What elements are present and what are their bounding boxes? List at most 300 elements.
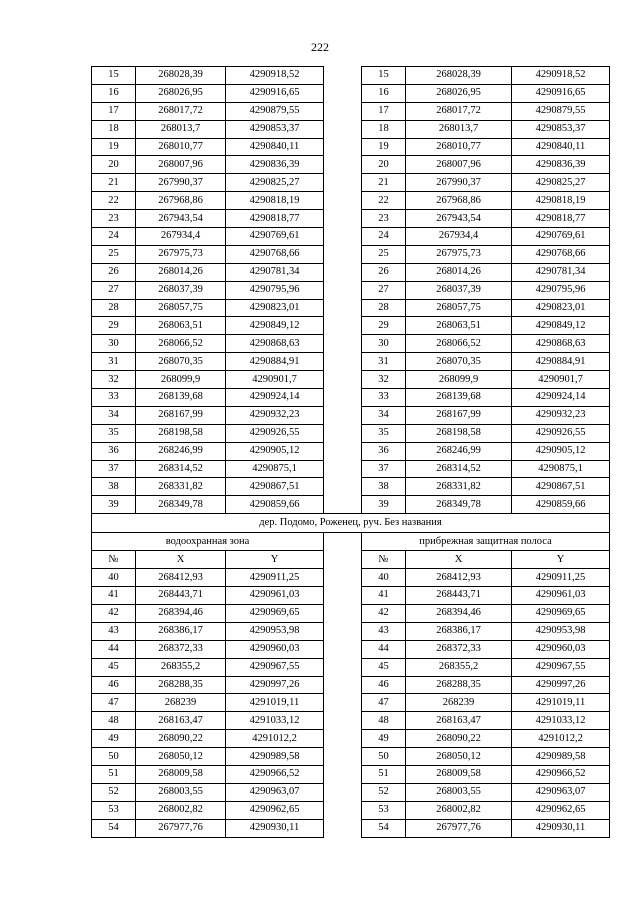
left-x-coordinate: 268198,58 [136,424,226,442]
right-point-number: 51 [362,765,406,783]
table-row [92,640,610,658]
table-row [92,783,610,801]
left-y-coordinate: 4290926,55 [226,424,324,442]
column-gap [324,676,362,694]
left-y-coordinate: 4290911,25 [226,569,324,587]
header-y: Y [226,551,324,569]
right-x-coordinate: 268394,46 [406,604,512,622]
right-x-coordinate: 268198,58 [406,424,512,442]
left-x-coordinate: 268099,9 [136,371,226,389]
left-point-number: 21 [92,174,136,192]
left-x-coordinate: 268010,77 [136,138,226,156]
right-point-number: 28 [362,299,406,317]
left-y-coordinate: 4291019,11 [226,694,324,712]
left-point-number: 35 [92,424,136,442]
right-point-number: 53 [362,801,406,819]
table-row [92,210,610,228]
table-row [92,730,610,748]
left-y-coordinate: 4290969,65 [226,604,324,622]
right-y-coordinate: 4290875,1 [512,460,610,478]
right-y-coordinate: 4290868,63 [512,335,610,353]
table-row [92,281,610,299]
right-point-number: 42 [362,604,406,622]
left-x-coordinate: 267990,37 [136,174,226,192]
column-gap [324,281,362,299]
right-y-coordinate: 4290781,34 [512,263,610,281]
right-y-coordinate: 4291033,12 [512,712,610,730]
column-gap [324,532,362,551]
right-y-coordinate: 4290953,98 [512,622,610,640]
left-point-number: 50 [92,748,136,766]
left-zone-title: водоохранная зона [92,532,324,551]
table-row [92,102,610,120]
right-point-number: 22 [362,192,406,210]
right-x-coordinate: 268412,93 [406,569,512,587]
right-x-coordinate: 268355,2 [406,658,512,676]
left-point-number: 20 [92,156,136,174]
right-y-coordinate: 4290916,65 [512,84,610,102]
left-point-number: 31 [92,353,136,371]
left-y-coordinate: 4290818,77 [226,210,324,228]
left-point-number: 18 [92,120,136,138]
right-y-coordinate: 4290989,58 [512,748,610,766]
column-gap [324,658,362,676]
left-x-coordinate: 267943,54 [136,210,226,228]
column-gap [324,587,362,605]
left-point-number: 23 [92,210,136,228]
header-x: X [136,551,226,569]
column-gap [324,174,362,192]
column-gap [324,84,362,102]
right-y-coordinate: 4290961,03 [512,587,610,605]
right-y-coordinate: 4290997,26 [512,676,610,694]
right-y-coordinate: 4290836,39 [512,156,610,174]
table-row [92,622,610,640]
table-row [92,587,610,605]
table-row [92,676,610,694]
right-x-coordinate: 268009,58 [406,765,512,783]
left-y-coordinate: 4290918,52 [226,67,324,85]
left-x-coordinate: 268163,47 [136,712,226,730]
left-point-number: 54 [92,819,136,837]
left-x-coordinate: 268288,35 [136,676,226,694]
column-gap [324,67,362,85]
left-point-number: 40 [92,569,136,587]
column-gap [324,801,362,819]
table-row [92,84,610,102]
right-point-number: 54 [362,819,406,837]
column-gap [324,765,362,783]
column-gap [324,604,362,622]
table-row [92,335,610,353]
right-y-coordinate: 4290818,77 [512,210,610,228]
header-x: X [406,551,512,569]
left-point-number: 34 [92,406,136,424]
column-gap [324,460,362,478]
right-point-number: 52 [362,783,406,801]
right-x-coordinate: 268070,35 [406,353,512,371]
left-y-coordinate: 4290823,01 [226,299,324,317]
left-y-coordinate: 4290768,66 [226,245,324,263]
table-row [92,604,610,622]
left-x-coordinate: 268239 [136,694,226,712]
left-x-coordinate: 268013,7 [136,120,226,138]
left-x-coordinate: 268314,52 [136,460,226,478]
left-point-number: 43 [92,622,136,640]
table-row [92,174,610,192]
left-point-number: 27 [92,281,136,299]
table-row [92,263,610,281]
right-x-coordinate: 268331,82 [406,478,512,496]
right-y-coordinate: 4290840,11 [512,138,610,156]
left-y-coordinate: 4290825,27 [226,174,324,192]
left-x-coordinate: 268002,82 [136,801,226,819]
right-x-coordinate: 267968,86 [406,192,512,210]
column-gap [324,569,362,587]
table-row [92,67,610,85]
right-point-number: 46 [362,676,406,694]
left-y-coordinate: 4290795,96 [226,281,324,299]
table-row [92,317,610,335]
left-y-coordinate: 4290960,03 [226,640,324,658]
right-y-coordinate: 4290969,65 [512,604,610,622]
table-row [92,748,610,766]
left-y-coordinate: 4290997,26 [226,676,324,694]
coordinates-table [91,66,610,838]
left-y-coordinate: 4290853,37 [226,120,324,138]
right-y-coordinate: 4291019,11 [512,694,610,712]
column-gap [324,442,362,460]
right-point-number: 29 [362,317,406,335]
left-y-coordinate: 4290924,14 [226,389,324,407]
left-point-number: 42 [92,604,136,622]
left-x-coordinate: 268063,51 [136,317,226,335]
header-y: Y [512,551,610,569]
left-x-coordinate: 268028,39 [136,67,226,85]
right-point-number: 18 [362,120,406,138]
right-point-number: 44 [362,640,406,658]
right-point-number: 27 [362,281,406,299]
column-gap [324,424,362,442]
left-point-number: 51 [92,765,136,783]
left-x-coordinate: 268050,12 [136,748,226,766]
right-y-coordinate: 4290901,7 [512,371,610,389]
right-y-coordinate: 4291012,2 [512,730,610,748]
column-gap [324,496,362,514]
left-x-coordinate: 268026,95 [136,84,226,102]
right-y-coordinate: 4290963,07 [512,783,610,801]
left-y-coordinate: 4290963,07 [226,783,324,801]
right-point-number: 20 [362,156,406,174]
table-row [92,801,610,819]
left-y-coordinate: 4290930,11 [226,819,324,837]
table-row [92,424,610,442]
left-point-number: 16 [92,84,136,102]
table-row [92,389,610,407]
right-point-number: 25 [362,245,406,263]
right-zone-title: прибрежная защитная полоса [362,532,610,551]
left-y-coordinate: 4290781,34 [226,263,324,281]
right-x-coordinate: 268057,75 [406,299,512,317]
table-row [92,765,610,783]
right-x-coordinate: 268002,82 [406,801,512,819]
right-point-number: 30 [362,335,406,353]
left-x-coordinate: 268070,35 [136,353,226,371]
table-row [92,156,610,174]
right-y-coordinate: 4290768,66 [512,245,610,263]
left-x-coordinate: 268066,52 [136,335,226,353]
right-y-coordinate: 4290823,01 [512,299,610,317]
left-point-number: 37 [92,460,136,478]
right-y-coordinate: 4290884,91 [512,353,610,371]
left-point-number: 52 [92,783,136,801]
table-row [92,496,610,514]
right-x-coordinate: 268028,39 [406,67,512,85]
left-y-coordinate: 4290966,52 [226,765,324,783]
right-y-coordinate: 4290930,11 [512,819,610,837]
right-point-number: 35 [362,424,406,442]
right-point-number: 39 [362,496,406,514]
right-point-number: 23 [362,210,406,228]
right-x-coordinate: 268010,77 [406,138,512,156]
right-y-coordinate: 4290818,19 [512,192,610,210]
column-gap [324,783,362,801]
column-gap [324,138,362,156]
left-x-coordinate: 268037,39 [136,281,226,299]
right-x-coordinate: 268050,12 [406,748,512,766]
header-num: № [92,551,136,569]
left-x-coordinate: 268007,96 [136,156,226,174]
column-gap [324,120,362,138]
right-y-coordinate: 4290966,52 [512,765,610,783]
left-point-number: 32 [92,371,136,389]
left-x-coordinate: 267977,76 [136,819,226,837]
right-y-coordinate: 4290932,23 [512,406,610,424]
table-row [92,299,610,317]
right-y-coordinate: 4290879,55 [512,102,610,120]
table-row [92,192,610,210]
left-point-number: 19 [92,138,136,156]
right-point-number: 45 [362,658,406,676]
left-y-coordinate: 4290961,03 [226,587,324,605]
table-row [92,658,610,676]
column-gap [324,245,362,263]
table-row [92,353,610,371]
left-y-coordinate: 4290818,19 [226,192,324,210]
right-x-coordinate: 268066,52 [406,335,512,353]
table-row [92,460,610,478]
right-x-coordinate: 268443,71 [406,587,512,605]
left-point-number: 30 [92,335,136,353]
right-x-coordinate: 268014,26 [406,263,512,281]
right-x-coordinate: 268017,72 [406,102,512,120]
table-row [92,138,610,156]
left-x-coordinate: 268167,99 [136,406,226,424]
right-point-number: 15 [362,67,406,85]
right-y-coordinate: 4290924,14 [512,389,610,407]
column-gap [324,730,362,748]
right-y-coordinate: 4290905,12 [512,442,610,460]
column-gap [324,640,362,658]
column-gap [324,156,362,174]
left-y-coordinate: 4290932,23 [226,406,324,424]
right-y-coordinate: 4290911,25 [512,569,610,587]
right-point-number: 19 [362,138,406,156]
left-x-coordinate: 268372,33 [136,640,226,658]
right-y-coordinate: 4290859,66 [512,496,610,514]
right-point-number: 43 [362,622,406,640]
left-y-coordinate: 4290867,51 [226,478,324,496]
left-y-coordinate: 4290879,55 [226,102,324,120]
right-y-coordinate: 4290825,27 [512,174,610,192]
column-gap [324,228,362,246]
left-x-coordinate: 268349,78 [136,496,226,514]
right-y-coordinate: 4290926,55 [512,424,610,442]
left-x-coordinate: 268014,26 [136,263,226,281]
right-point-number: 38 [362,478,406,496]
column-gap [324,371,362,389]
right-point-number: 41 [362,587,406,605]
left-y-coordinate: 4290953,98 [226,622,324,640]
column-gap [324,299,362,317]
left-point-number: 45 [92,658,136,676]
left-point-number: 29 [92,317,136,335]
left-point-number: 24 [92,228,136,246]
left-y-coordinate: 4290967,55 [226,658,324,676]
right-y-coordinate: 4290967,55 [512,658,610,676]
table-row [92,228,610,246]
right-x-coordinate: 268026,95 [406,84,512,102]
right-x-coordinate: 268013,7 [406,120,512,138]
left-x-coordinate: 268139,68 [136,389,226,407]
left-x-coordinate: 268412,93 [136,569,226,587]
column-gap [324,478,362,496]
right-x-coordinate: 268163,47 [406,712,512,730]
left-y-coordinate: 4290868,63 [226,335,324,353]
left-point-number: 36 [92,442,136,460]
left-y-coordinate: 4290905,12 [226,442,324,460]
right-y-coordinate: 4290795,96 [512,281,610,299]
left-point-number: 15 [92,67,136,85]
left-point-number: 38 [92,478,136,496]
right-x-coordinate: 268099,9 [406,371,512,389]
column-gap [324,335,362,353]
right-y-coordinate: 4290962,65 [512,801,610,819]
table-row [92,569,610,587]
column-gap [324,192,362,210]
right-point-number: 16 [362,84,406,102]
column-gap [324,551,362,569]
right-point-number: 33 [362,389,406,407]
left-point-number: 17 [92,102,136,120]
right-x-coordinate: 267934,4 [406,228,512,246]
right-x-coordinate: 268246,99 [406,442,512,460]
right-y-coordinate: 4290769,61 [512,228,610,246]
left-point-number: 46 [92,676,136,694]
column-gap [324,819,362,837]
right-x-coordinate: 268063,51 [406,317,512,335]
column-gap [324,712,362,730]
left-y-coordinate: 4291012,2 [226,730,324,748]
right-x-coordinate: 268139,68 [406,389,512,407]
table-row [92,371,610,389]
table-row [92,819,610,837]
left-x-coordinate: 268003,55 [136,783,226,801]
column-gap [324,263,362,281]
left-x-coordinate: 268090,22 [136,730,226,748]
left-point-number: 26 [92,263,136,281]
right-point-number: 32 [362,371,406,389]
table-row [92,694,610,712]
table-row [92,406,610,424]
right-x-coordinate: 267977,76 [406,819,512,837]
right-y-coordinate: 4290853,37 [512,120,610,138]
column-gap [324,389,362,407]
right-point-number: 49 [362,730,406,748]
left-y-coordinate: 4290901,7 [226,371,324,389]
table-row [92,245,610,263]
left-y-coordinate: 4290769,61 [226,228,324,246]
right-x-coordinate: 268090,22 [406,730,512,748]
right-x-coordinate: 268007,96 [406,156,512,174]
left-y-coordinate: 4290859,66 [226,496,324,514]
right-x-coordinate: 268349,78 [406,496,512,514]
left-point-number: 53 [92,801,136,819]
column-gap [324,748,362,766]
table-row [92,478,610,496]
table-row [92,442,610,460]
column-gap [324,353,362,371]
column-gap [324,102,362,120]
left-y-coordinate: 4290989,58 [226,748,324,766]
right-x-coordinate: 267990,37 [406,174,512,192]
table-row [92,712,610,730]
right-point-number: 21 [362,174,406,192]
left-x-coordinate: 268386,17 [136,622,226,640]
right-x-coordinate: 268003,55 [406,783,512,801]
right-point-number: 37 [362,460,406,478]
left-point-number: 33 [92,389,136,407]
section-title: дер. Подомо, Роженец, руч. Без названия [92,514,610,533]
right-x-coordinate: 268037,39 [406,281,512,299]
right-x-coordinate: 268372,33 [406,640,512,658]
left-y-coordinate: 4290884,91 [226,353,324,371]
left-y-coordinate: 4290962,65 [226,801,324,819]
right-y-coordinate: 4290960,03 [512,640,610,658]
left-x-coordinate: 268017,72 [136,102,226,120]
right-point-number: 34 [362,406,406,424]
right-y-coordinate: 4290849,12 [512,317,610,335]
left-x-coordinate: 267968,86 [136,192,226,210]
table-row [92,120,610,138]
right-x-coordinate: 268288,35 [406,676,512,694]
left-y-coordinate: 4290916,65 [226,84,324,102]
left-x-coordinate: 268009,58 [136,765,226,783]
left-point-number: 25 [92,245,136,263]
right-point-number: 40 [362,569,406,587]
left-point-number: 39 [92,496,136,514]
right-x-coordinate: 267943,54 [406,210,512,228]
right-point-number: 50 [362,748,406,766]
column-gap [324,210,362,228]
left-x-coordinate: 268355,2 [136,658,226,676]
right-point-number: 48 [362,712,406,730]
right-x-coordinate: 268314,52 [406,460,512,478]
left-x-coordinate: 268394,46 [136,604,226,622]
right-point-number: 31 [362,353,406,371]
left-point-number: 22 [92,192,136,210]
left-x-coordinate: 268057,75 [136,299,226,317]
